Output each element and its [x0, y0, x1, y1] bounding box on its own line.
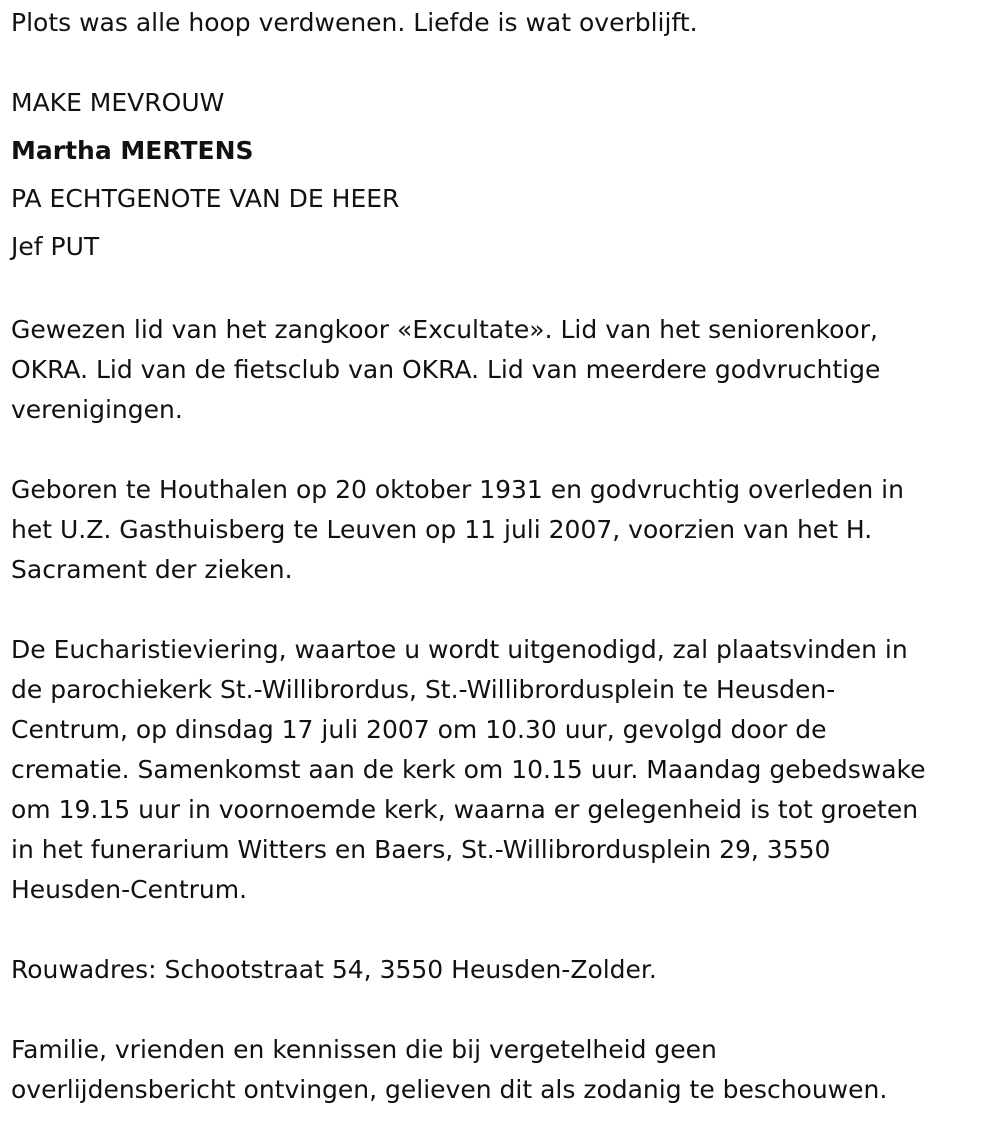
- deceased-name: Martha MERTENS: [11, 136, 254, 165]
- text-line: OKRA. Lid van de fietsclub van OKRA. Lid van meerdere godvruchtige: [11, 355, 881, 384]
- address-paragraph: [11, 950, 986, 990]
- relation-line: PA ECHTGENOTE VAN DE HEER: [11, 184, 400, 213]
- text-line: om 19.15 uur in voornoemde kerk, waarna er gelegenheid is tot groeten: [11, 795, 919, 824]
- text-line: overlijdensbericht ontvingen, gelieven dit als zodanig te beschouwen.: [11, 1075, 888, 1104]
- intro-quote: Plots was alle hoop verdwenen. Liefde is wat overblijft.: [11, 8, 698, 37]
- ceremony-paragraph: [11, 630, 986, 910]
- text-line: Geboren te Houthalen op 20 oktober 1931 en godvruchtig overleden in: [11, 475, 904, 504]
- text-line: De Eucharistieviering, waartoe u wordt uitgenodigd, zal plaatsvinden in: [11, 635, 908, 664]
- text-line: het U.Z. Gasthuisberg te Leuven op 11 juli 2007, voorzien van het H.: [11, 515, 873, 544]
- text-line: Heusden-Centrum.: [11, 875, 248, 904]
- text-line: in het funerarium Witters en Baers, St.-Willibrordusplein 29, 3550: [11, 835, 831, 864]
- text-line: Sacrament der zieken.: [11, 555, 293, 584]
- text-line: Familie, vrienden en kennissen die bij vergetelheid geen: [11, 1035, 717, 1064]
- notice-paragraph: [11, 1030, 986, 1110]
- text-line: verenigingen.: [11, 395, 183, 424]
- text-line: Rouwadres: Schootstraat 54, 3550 Heusden-Zolder.: [11, 955, 657, 984]
- text-line: de parochiekerk St.-Willibrordus, St.-Willibrordusplein te Heusden-: [11, 675, 836, 704]
- birth-death-paragraph: [11, 470, 986, 590]
- text-line: Centrum, op dinsdag 17 juli 2007 om 10.30 uur, gevolgd door de: [11, 715, 827, 744]
- name-prefix: MAKE MEVROUW: [11, 88, 225, 117]
- spouse-name: Jef PUT: [11, 232, 100, 261]
- membership-paragraph: [11, 310, 986, 430]
- text-line: crematie. Samenkomst aan de kerk om 10.15 uur. Maandag gebedswake: [11, 755, 926, 784]
- text-line: Gewezen lid van het zangkoor «Excultate». Lid van het seniorenkoor,: [11, 315, 878, 344]
